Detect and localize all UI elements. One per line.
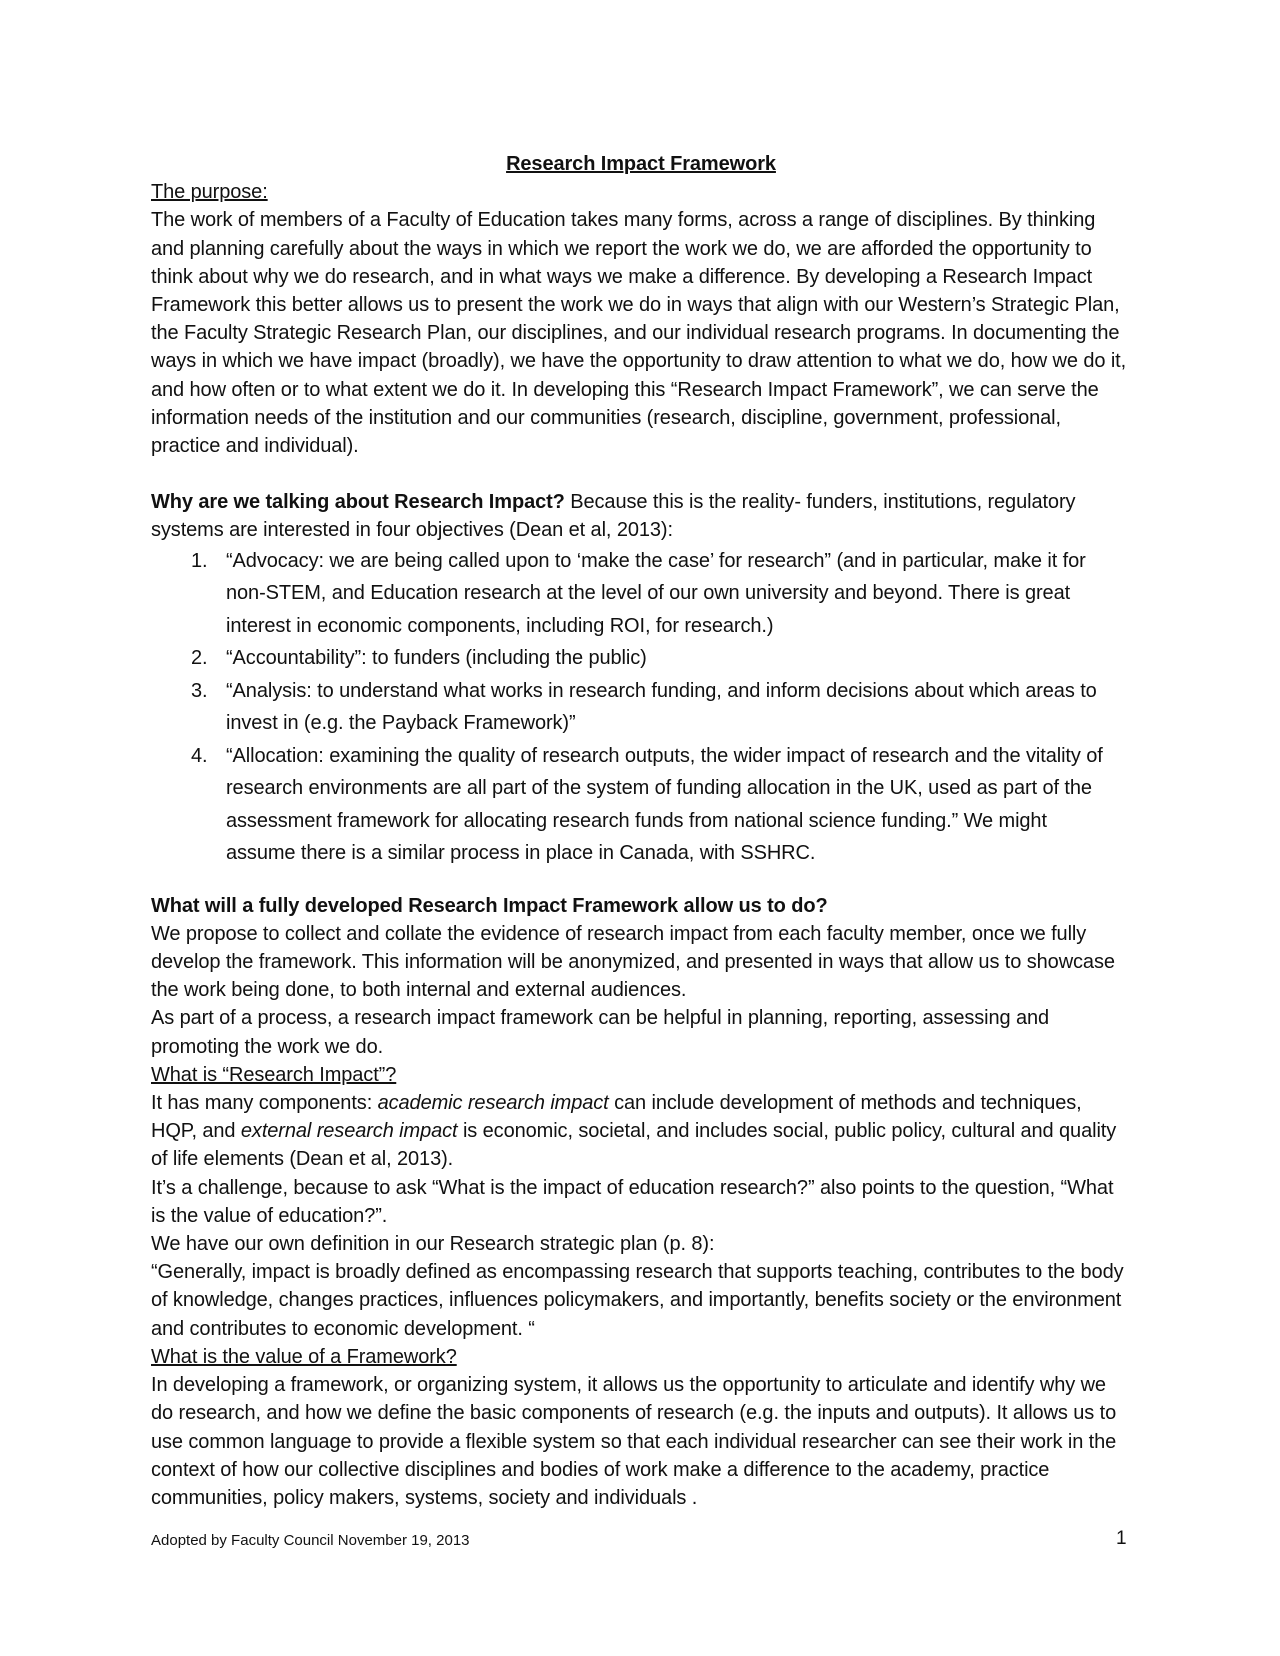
list-number: 1. (191, 549, 208, 572)
components-pre: It has many components: (151, 1092, 378, 1115)
document-page (151, 150, 1131, 1512)
list-item (191, 545, 1131, 643)
components-paragraph (151, 1089, 1131, 1174)
list-item (191, 675, 1131, 740)
why-paragraph (151, 488, 1131, 544)
purpose-paragraph: The work of members of a Faculty of Education takes many forms, across a range of disciplines. By thinking and planning carefully about the ways in which we report the work we do, we are afforded the opportunity to think about why we do research, and in what ways we make a difference. By developing a Research Impact Framework this better allows us to present the work we do in ways that align with our Western’s Strategic Plan, the Faculty Strategic Research Plan, our disciplines, and our individual research programs. In documenting the ways in which we have impact (broadly), we have the opportunity to draw attention to what we do, how we do it, and how often or to what extent we do it. In developing this “Research Impact Framework”, we can serve the information needs of the institution and our communities (research, discipline, government, professional, practice and individual). (151, 209, 1127, 458)
allow-heading: What will a fully developed Research Impact Framework allow us to do? (151, 894, 828, 917)
spacer (151, 460, 1131, 488)
value-paragraph: In developing a framework, or organizing system, it allows us the opportunity to articulate and identify why we do research, and how we define the basic components of research (e.g. the inputs and outputs). It allows us to use common language to provide a flexible system so that each individual researcher can see their work in the context of how our collective disciplines and bodies of work make a difference to the academy, practice communities, policy makers, systems, society and individuals . (151, 1374, 1117, 1509)
objectives-list (151, 545, 1131, 870)
list-text: “Allocation: examining the quality of research outputs, the wider impact of research and the vitality of research environments are all part of the system of funding allocation in the UK, used as part of the assessment framework for allocating research funds from national science funding.” We might assume there is a similar process in place in Canada, with SSHRC. (226, 744, 1103, 865)
list-number: 2. (191, 647, 208, 670)
list-text: “Advocacy: we are being called upon to ‘make the case’ for research” (and in particular, make it for non-STEM, and Education research at the level of our own university and beyond. There is great interest in economic components, including ROI, for research.) (226, 549, 1086, 637)
document-title: Research Impact Framework (506, 153, 776, 175)
list-text: “Analysis: to understand what works in research funding, and inform decisions about which areas to invest in (e.g. the Payback Framework)” (226, 679, 1097, 735)
purpose-heading: The purpose: (151, 181, 268, 204)
page-number: 1 (1116, 1528, 1127, 1549)
components-mid: can include development of methods and techniques, HQP, and (151, 1092, 1082, 1143)
footer-adopted-note: Adopted by Faculty Council November 19, 2013 (151, 1532, 470, 1549)
definition-intro: We have our own definition in our Research strategic plan (p. 8): (151, 1233, 715, 1256)
list-number: 3. (191, 679, 208, 702)
what-is-heading: What is “Research Impact”? (151, 1063, 397, 1086)
list-number: 4. (191, 744, 208, 767)
spacer (151, 870, 1131, 892)
why-text: Because this is the reality- funders, institutions, regulatory systems are interested in four objectives (Dean et al, 2013): (151, 491, 1076, 542)
list-item (191, 740, 1131, 870)
value-heading: What is the value of a Framework? (151, 1345, 457, 1368)
allow-paragraph-2: As part of a process, a research impact framework can be helpful in planning, reporting, assessing and promoting the work we do. (151, 1007, 1050, 1058)
why-heading: Why are we talking about Research Impact? (151, 491, 565, 514)
external-impact-term: external research impact (240, 1120, 458, 1143)
challenge-paragraph: It’s a challenge, because to ask “What is the impact of education research?” also points to the question, “What is the value of education?”. (151, 1176, 1114, 1227)
list-text: “Accountability”: to funders (including the public) (226, 647, 647, 670)
components-post: is economic, societal, and includes social, public policy, cultural and quality of life elements (Dean et al, 2013). (151, 1120, 1117, 1171)
allow-paragraph-1: We propose to collect and collate the evidence of research impact from each faculty member, once we fully develop the framework. This information will be anonymized, and presented in ways that allow us to showcase the work being done, to both internal and external audiences. (151, 922, 1115, 1002)
list-item (191, 642, 1131, 675)
definition-quote: “Generally, impact is broadly defined as encompassing research that supports teaching, contributes to the body of knowledge, changes practices, influences policymakers, and importantly, benefits society or the environment and contributes to economic development. “ (151, 1261, 1124, 1340)
academic-impact-term: academic research impact (377, 1092, 609, 1115)
